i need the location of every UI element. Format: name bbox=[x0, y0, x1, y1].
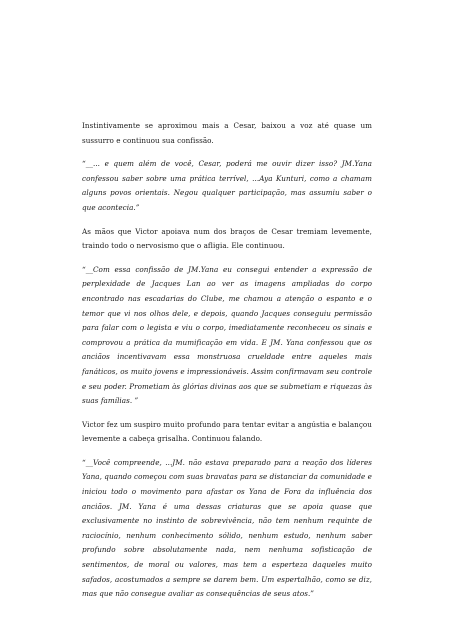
document-page bbox=[82, 119, 372, 611]
paragraph-2-quote: “__... e quem além de você, Cesar, poderá me ouvir dizer isso? JM.Yana confessou saber sobre uma prática terrível, ...Aya Kunturi, como a chamam alguns povos orientais. Negou qualquer participação, mas assumiu saber o que acontecia.” bbox=[82, 159, 372, 212]
paragraph-1: Instintivamente se aproximou mais a Cesar, baixou a voz até quase um sussurro e continuou sua confissão. bbox=[82, 121, 372, 145]
paragraph-3: As mãos que Victor apoiava num dos braços de Cesar tremiam levemente, traindo todo o nervosismo que o afligia. Ele continuou. bbox=[82, 226, 372, 251]
paragraph-5: Victor fez um suspiro muito profundo para tentar evitar a angústia e balançou levemente a cabeça grisalha. Continuou falando. bbox=[82, 419, 372, 444]
paragraph-6-quote: “__Você compreende, ...JM. não estava preparado para a reação dos líderes Yana, quando começou com suas bravatas para se distanciar da comunidade e iniciou todo o movimento para afastar os Yana de Fora da influência dos anciãos. JM. Yana é uma dessas criaturas que se apoia quase que exclusivamente no instinto de sobrevivência, não tem nenhum requinte de raciocínio, nenhum conhecimento sólido, nenhum estudo, nenhum saber profundo sobre absolutamente nada, nem nenhuma sofisticação de sentimentos, de moral ou valores, mas tem a esperteza daqueles muito safados, acostumados a sempre se darem bem. Um espertalhão, como se diz, mas que não consegue avaliar as consequências de seus atos.” bbox=[82, 457, 372, 599]
paragraph-4-quote: “__Com essa confissão de JM.Yana eu consegui entender a expressão de perplexidade de Jacques Lan ao ver as imagens ampliadas do corpo encontrado nas escadarias do Clube, me chamou a atenção o espanto e o temor que vi nos olhos dele, e depois, quando Jacques conseguiu permissão para falar com o legista e viu o corpo, imediatamente reconheceu os sinais e comprovou a prática da mumificação em vida. E JM. Yana confessou que os anciãos incentivavam essa monstruosa crueldade entre aqueles mais fanáticos, os muito jovens e impressionáveis. Assim confirmavam seu controle e seu poder. Prometiam às glórias divinas aos que se submetiam e riquezas às suas famílias. ” bbox=[82, 264, 372, 406]
